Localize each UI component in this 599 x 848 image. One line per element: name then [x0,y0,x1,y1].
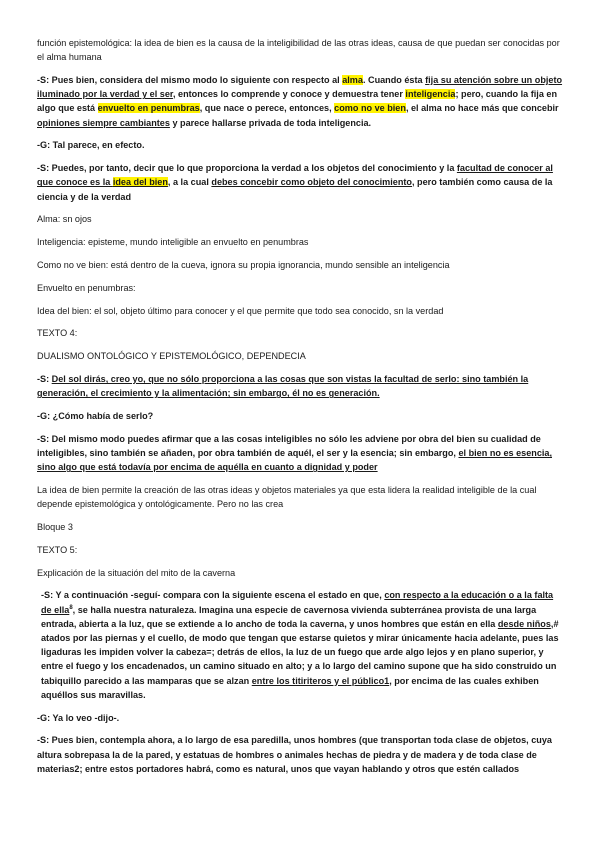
text-span: . Cuando ésta [362,75,426,85]
footnote-marker: 8 [69,604,73,611]
note-alma: Alma: sn ojos [37,214,92,225]
text-span: , se halla nuestra naturaleza. Imagina una especie de cavernosa vivienda subterránea provista de una larga entrada, abierta a la luz, que se extiende a lo ancho de toda la caverna, y unos hombres que están en ella [41,604,537,629]
text-span: , a la cual [167,177,212,188]
dialogue-paragraph-inteligibles [37,432,564,475]
text-span: y parece hallarse privada de toda inteligencia. [169,117,372,128]
note-idea-bien: Idea del bien: el sol, objeto último para conocer y el que permite que todo sea conocido, sn la verdad [37,305,444,316]
text-span: ,# atados por las piernas y el cuello, de modo que tengan que estarse quietos y mirar únicamente hacia adelante, pues las ligaduras les impiden volver la cabeza=; detrás de ellos, la luz de un fuego que arde algo lejos y en plano superior, y entre el fuego y los encadenados, un camino situado en alto; y a lo largo del camino supone que ha sido construido un tabiquillo parecido a las mamparas que se alzan [41,618,559,686]
dialogue-paragraph-sol [37,372,564,400]
note-inteligencia: Inteligencia: episteme, mundo inteligible an envuelto en penumbras [37,237,309,248]
text-span: , pero también como causa de la ciencia y de la verdad [37,177,553,202]
section-heading-texto5: TEXTO 5: [37,544,78,555]
highlight-idea-del-bien: idea del bien [112,177,168,188]
text-span: ; pero, cuando la fija en algo que está [37,89,558,114]
text-span: , el alma no hace más que concebir [405,103,559,114]
underline-educacion: con respecto a la educación o a la falta de ella [41,590,554,615]
section-heading-dualismo: DUALISMO ONTOLÓGICO Y EPISTEMOLÓGICO, DEPENDECIA [37,351,306,362]
text-span: -S: [37,373,52,384]
underline-bien-esencia: el bien no es esencia, sino algo que está todavía por encima de aquélla en cuanto a dignidad y poder [37,447,552,473]
note-penumbras: Envuelto en penumbras: [37,282,136,293]
text-span: -S: Del mismo modo puedes afirmar que a las cosas inteligibles no sólo les adviene por obra del bien su cualidad de inteligibles, sino también se añaden, por obra también de aquél, el ser y la esencia; sin embargo, [37,433,541,458]
highlight-penumbras: envuelto en penumbras [97,103,200,114]
dialogue-paragraph-caverna [37,588,564,702]
highlight-no-ve-bien: como no ve bien [334,103,406,114]
underline-facultad: facultad de conocer al que conoce es la [37,163,553,188]
underline-titiriteros: entre los titiriteros y el público1 [251,675,390,686]
text-span: , que nace o perece, entonces, [199,103,335,114]
note-no-ve-bien: Como no ve bien: está dentro de la cueva, ignora su propia ignorancia, mundo sensible an inteligencia [37,260,450,270]
underline-objeto: debes concebir como objeto del conocimiento [211,177,412,188]
text-span: , por encima de las cuales exhiben aquéllos sus maravillas. [41,675,539,700]
underline-sol: Del sol dirás, creo yo, que no sólo proporciona a las cosas que son vistas la facultad de serlo: sino también la generación, el crecimiento y la alimentación; sin embargo, él no es generación. [37,373,529,399]
note-creacion: La idea de bien permite la creación de las otras ideas y objetos materiales ya que esta lidera la realidad inteligible de la cual depende epistemológica y ontológicamente. Pero no las crea [37,484,537,510]
text-span: -S: Pues bien, considera del mismo modo lo siguiente con respecto al [37,75,343,85]
text-span: , entonces lo comprende y conoce y demuestra tener [172,89,406,100]
dialogue-paragraph-idea-bien [37,161,564,204]
underline-atencion: fija su atención sobre un objeto iluminado por la verdad y el ser [37,75,563,100]
dialogue-paragraph-paredilla: -S: Pues bien, contempla ahora, a lo largo de esa paredilla, unos hombres (que transportan toda clase de objetos, cuya altura sobrepasa la de la pared, y estatuas de hombres o animales hechas de piedra y de madera y de toda clase de materias2; entre estos portadores habrá, como es natural, unos que vayan hablando y otros que estén callados [37,735,552,774]
underline-opiniones: opiniones siempre cambiantes [37,117,170,128]
section-heading-texto4: TEXTO 4: [37,328,78,339]
underline-desde-ninos: desde niños [497,618,551,629]
dialogue-paragraph-g1: -G: Tal parece, en efecto. [37,140,145,151]
highlight-inteligencia: inteligencia [405,89,456,100]
section-subheading-caverna: Explicación de la situación del mito de la caverna [37,567,236,578]
dialogue-paragraph-g2: -G: ¿Cómo había de serlo? [37,410,154,421]
document-page [37,36,564,785]
text-span: -S: Puedes, por tanto, decir que lo que proporciona la verdad a los objetos del conocimiento y la [37,163,457,174]
intro-paragraph: función epistemológica: la idea de bien es la causa de la inteligibilidad de las otras ideas, causa de que puedan ser conocidas por el alma humana [37,38,560,63]
section-heading-bloque3: Bloque 3 [37,521,73,532]
text-span: -S: Y a continuación -seguí- compara con la siguiente escena el estado en que, [41,590,385,601]
highlight-alma: alma [342,75,363,85]
dialogue-paragraph-g3: -G: Ya lo veo -dijo-. [37,712,120,723]
dialogue-paragraph-alma [37,73,564,130]
